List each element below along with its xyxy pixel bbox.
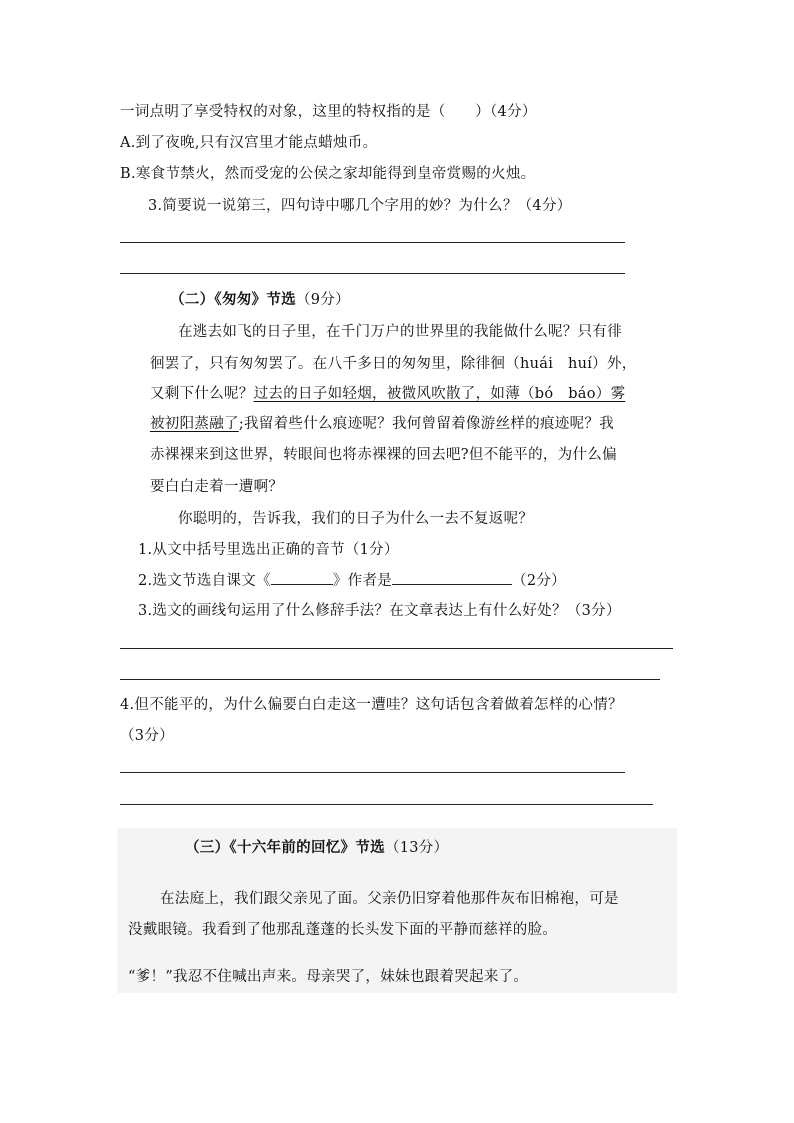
passage-line: 在逃去如飞的日子里，在千门万户的世界里的我能做什么呢？只有徘 <box>178 324 622 340</box>
blank-author[interactable] <box>392 570 512 585</box>
underlined-sentence: 被初阳蒸融了 <box>150 416 239 432</box>
question-1: 1.从文中括号里选出正确的音节（1分） <box>138 542 399 558</box>
answer-line[interactable] <box>120 679 660 680</box>
answer-line[interactable] <box>120 648 673 649</box>
answer-line[interactable] <box>120 772 625 773</box>
question-3: 3.选文的画线句运用了什么修辞手法？在文章表达上有什么好处？（3分） <box>138 603 621 619</box>
passage-line: “爹！”我忍不住喊出声来。母亲哭了，妹妹也跟着哭起来了。 <box>128 969 529 985</box>
question-2-stem: 一词点明了享受特权的对象，这里的特权指的是（ ）（4分） <box>120 104 537 120</box>
answer-line[interactable] <box>120 273 625 274</box>
passage-line: 赤裸裸来到这世界，转眼间也将赤裸裸的回去吧?但不能平的，为什么偏 <box>150 447 617 463</box>
section-heading <box>185 838 448 858</box>
question-4-score: （3分） <box>120 728 174 744</box>
passage-line: 要白白走着一遭啊？ <box>150 479 284 495</box>
section-title: （二）《匆匆》节选 <box>170 291 296 308</box>
section-title: （三）《十六年前的回忆》节选 <box>185 839 385 856</box>
question-2-score: （2分） <box>512 573 566 589</box>
option-a: A.到了夜晚,只有汉宫里才能点蜡烛币。 <box>120 135 378 151</box>
section-score: （9分） <box>295 292 350 308</box>
passage-line <box>150 384 625 404</box>
question-2-text: 2.选文节选自课文《 <box>138 573 271 589</box>
section-score: （13分） <box>384 840 449 856</box>
passage-text: 又剩下什么呢？ <box>150 386 254 402</box>
passage-text: ;我留着些什么痕迹呢？我何曾留着像游丝样的痕迹呢？我 <box>238 416 614 432</box>
passage-line: 在法庭上，我们跟父亲见了面。父亲仍旧穿着他那件灰布旧棉袍，可是 <box>160 891 619 907</box>
question-3: 3.简要说一说第三，四句诗中哪几个字用的妙？为什么？（4分） <box>148 198 572 214</box>
passage-line: 没戴眼镜。我看到了他那乱蓬蓬的长头发下面的平静而慈祥的脸。 <box>128 922 558 938</box>
answer-line[interactable] <box>120 242 625 243</box>
question-4: 4.但不能平的，为什么偏要白白走这一遭哇？这句话包含着做着怎样的心情？ <box>120 697 623 713</box>
underlined-sentence: 过去的日子如轻烟，被微风吹散了，如薄（bó báo）雾 <box>253 386 626 402</box>
question-2 <box>138 570 566 591</box>
passage-line: 你聪明的，告诉我，我们的日子为什么一去不复返呢？ <box>178 511 534 527</box>
passage-line <box>150 414 614 434</box>
option-b: B.寒食节禁火，然而受宠的公侯之家却能得到皇帝赏赐的火烛。 <box>120 166 536 182</box>
section-heading <box>170 290 350 310</box>
question-2-text: 》作者是 <box>332 573 393 589</box>
answer-line[interactable] <box>120 804 653 805</box>
passage-line: 徊罢了，只有匆匆罢了。在八千多日的匆匆里，除徘徊（huái huí）外， <box>150 356 637 372</box>
blank-title[interactable] <box>271 570 333 585</box>
